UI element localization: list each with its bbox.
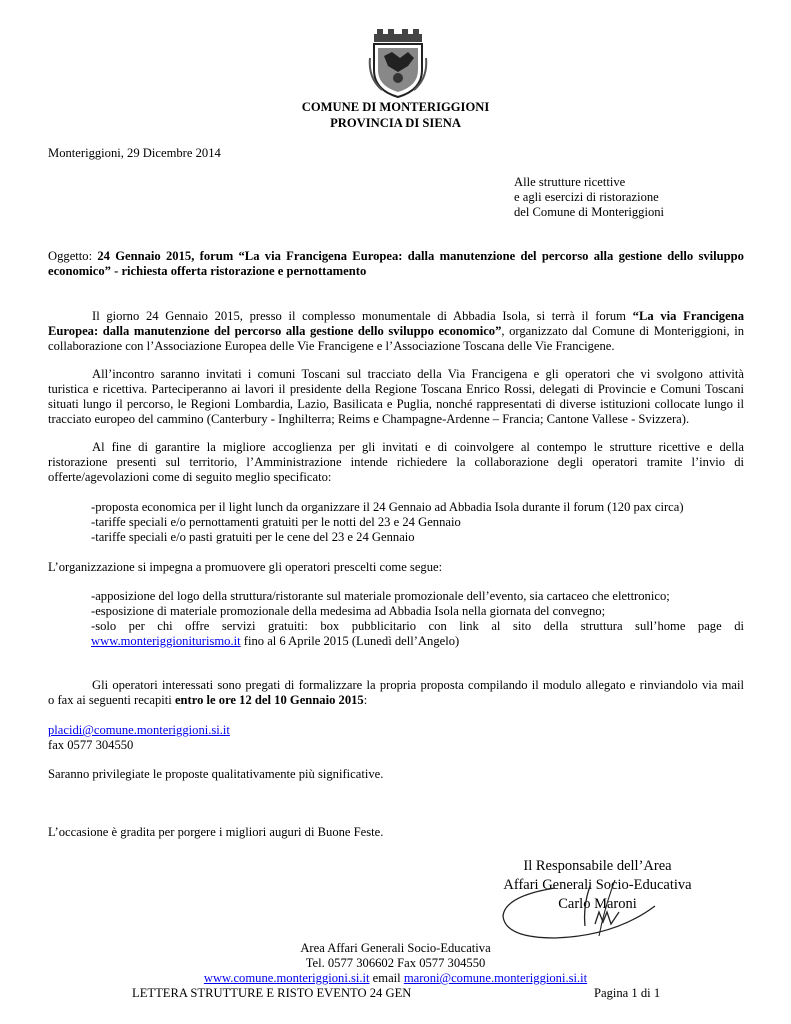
text-span: : bbox=[363, 693, 368, 707]
forum-title: Europea: dalla manutenzione del percorso alla gestione dello sviluppo economico” bbox=[48, 324, 502, 338]
municipality-name: COMUNE DI MONTERIGGIONI bbox=[301, 100, 490, 114]
contact-fax: fax 0577 304550 bbox=[48, 738, 134, 752]
paragraph-4-line bbox=[48, 692, 367, 708]
commitment-item: -apposizione del logo della struttura/ristorante sul materiale promozionale dell’evento, sia cartaceo che elettronico; bbox=[91, 589, 670, 603]
signatory-department: Affari Generali Socio-Educativa bbox=[503, 877, 692, 893]
paragraph-4-line: Gli operatori interessati sono pregati di formalizzare la propria proposta compilando il modulo allegato e rinviandolo via mail bbox=[92, 678, 744, 692]
request-item: -tariffe speciali e/o pernottamenti gratuiti per le notti del 23 e 24 Gennaio bbox=[91, 515, 461, 529]
handwritten-signature-icon bbox=[495, 866, 675, 946]
paragraph-3-line: ristorazione presenti sul territorio, l’Amministrazione intende richiedere la collaborazione degli operatori tramite l’invio di bbox=[48, 455, 744, 469]
text-span: Il giorno 24 Gennaio 2015, presso il complesso monumentale di Abbadia Isola, si terrà il forum bbox=[92, 309, 633, 323]
paragraph-3-line: Al fine di garantire la migliore accoglienza per gli invitati e di coinvolgere al contempo le strutture ricettive e della bbox=[92, 440, 744, 454]
paragraph-2-line: situati lungo il percorso, le Regioni Lombardia, Lazio, Basilicata e Puglia, nonché rappresentati di diverse istituzioni collocate lungo il bbox=[48, 397, 744, 411]
paragraph-1-line bbox=[92, 308, 744, 324]
subject-tail: - richiesta offerta ristorazione e pernottamento bbox=[110, 264, 367, 278]
footer-email-link[interactable]: maroni@comune.monteriggioni.si.it bbox=[403, 971, 588, 985]
commitment-item: -solo per chi offre servizi gratuiti: box pubblicitario con link al sito della struttura sull’home page di bbox=[91, 619, 744, 633]
paragraph-2-line: turistica e ricettiva. Parteciperanno ai lavori il presidente della Regione Toscana Enrico Rossi, delegati di Provincie e Comuni Toscani bbox=[48, 382, 744, 396]
request-item: -tariffe speciali e/o pasti gratuiti per le cene del 23 e 24 Gennaio bbox=[91, 530, 415, 544]
commitment-item: -esposizione di materiale promozionale della medesima ad Abbadia Isola nella giornata del convegno; bbox=[91, 604, 606, 618]
footer-phone: Tel. 0577 306602 Fax 0577 304550 bbox=[305, 956, 486, 970]
signatory-name: Carlo Maroni bbox=[558, 896, 637, 912]
contact-email-link[interactable]: placidi@comune.monteriggioni.si.it bbox=[48, 723, 230, 737]
letter-date: Monteriggioni, 29 Dicembre 2014 bbox=[48, 146, 221, 160]
text-span: o fax ai seguenti recapiti bbox=[48, 693, 175, 707]
subject-line-2 bbox=[48, 263, 366, 279]
recipient-line: del Comune di Monteriggioni bbox=[514, 205, 665, 219]
document-name: LETTERA STRUTTURE E RISTO EVENTO 24 GEN bbox=[132, 986, 412, 1000]
commitment-item-continued bbox=[91, 633, 744, 649]
paragraph-1-line: collaborazione con l’Associazione Europea delle Vie Francigene e l’Associazione Toscana delle Vie Francigene. bbox=[48, 339, 615, 353]
email-label: email bbox=[369, 971, 404, 985]
subject-title: 24 Gennaio 2015, forum “La via Francigena Europea: dalla manutenzione del percorso alla gestione dello sviluppo bbox=[97, 249, 744, 263]
municipal-coat-of-arms-icon bbox=[368, 28, 428, 98]
text-span: fino al 6 Aprile 2015 (Lunedì dell’Angelo) bbox=[240, 634, 460, 648]
recipient-line: e agli esercizi di ristorazione bbox=[514, 190, 659, 204]
tourism-website-link[interactable]: www.monteriggioniturismo.it bbox=[91, 634, 241, 648]
footer-office: Area Affari Generali Socio-Educativa bbox=[300, 941, 491, 955]
paragraph-3-line: offerte/agevolazioni come di seguito meglio specificato: bbox=[48, 470, 332, 484]
subject-line-1 bbox=[48, 248, 744, 264]
paragraph-2-line: tracciato europeo del cammino (Canterbury - Inghilterra; Reims e Champagne-Ardenne – Francia; Cantone Vallese - Svizzera). bbox=[48, 412, 690, 426]
request-item: -proposta economica per il light lunch da organizzare il 24 Gennaio ad Abbadia Isola durante il forum (120 pax circa) bbox=[91, 500, 684, 514]
paragraph-1-line bbox=[48, 323, 744, 339]
page-number: Pagina 1 di 1 bbox=[594, 986, 661, 1000]
recipient-line: Alle strutture ricettive bbox=[514, 175, 626, 189]
footer-links bbox=[0, 970, 791, 986]
quality-note: Saranno privilegiate le proposte qualitativamente più significative. bbox=[48, 767, 384, 781]
commitment-intro: L’organizzazione si impegna a promuovere gli operatori prescelti come segue: bbox=[48, 560, 443, 574]
signatory-role: Il Responsabile dell’Area bbox=[523, 858, 672, 874]
forum-title: “La via Francigena bbox=[632, 309, 744, 323]
subject-title-end: economico” bbox=[48, 264, 111, 278]
municipality-website-link[interactable]: www.comune.monteriggioni.si.it bbox=[203, 971, 370, 985]
province-name: PROVINCIA DI SIENA bbox=[330, 116, 461, 130]
deadline: entro le ore 12 del 10 Gennaio 2015 bbox=[174, 693, 364, 707]
text-span: , organizzato dal Comune di Monteriggioni, in bbox=[501, 324, 744, 338]
subject-label: Oggetto: bbox=[48, 249, 98, 263]
closing-greeting: L’occasione è gradita per porgere i migliori auguri di Buone Feste. bbox=[48, 825, 384, 839]
paragraph-2-line: All’incontro saranno invitati i comuni Toscani sul tracciato della Via Francigena e gli operatori che vi svolgono attività bbox=[92, 367, 744, 381]
